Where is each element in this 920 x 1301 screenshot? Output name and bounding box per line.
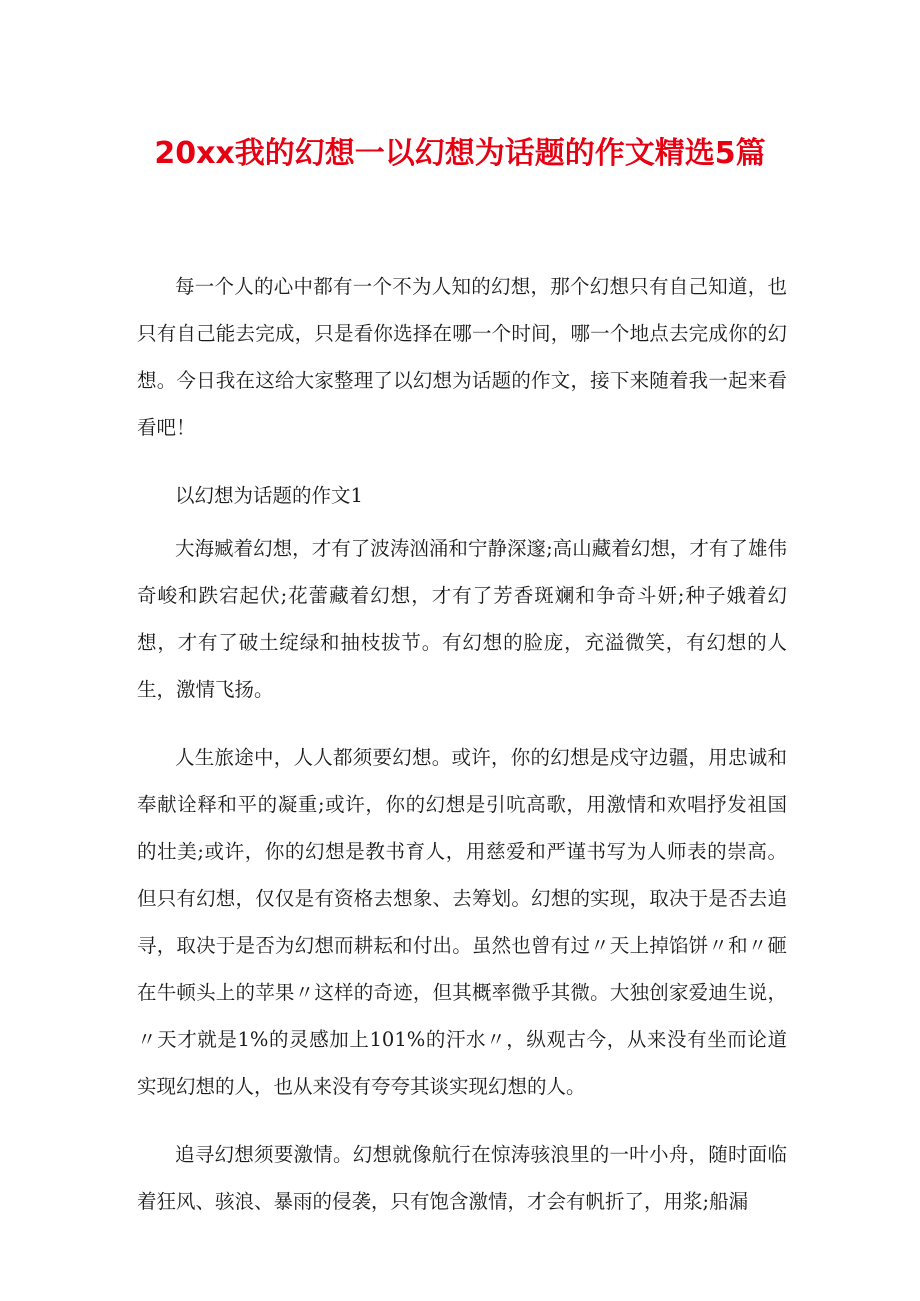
document-title: 20xx我的幻想一以幻想为话题的作文精选5篇 — [154, 136, 766, 171]
document-body — [137, 263, 787, 1246]
body-paragraph: 大海臧着幻想，才有了波涛汹涌和宁静深邃;高山藏着幻想，才有了雄伟奇峻和跌宕起伏;花蕾藏着幻想，才有了芳香斑斓和争奇斗妍;种子娥着幻想，才有了破土绽绿和抽枝拔节。有幻想的脸庞，充溢微笑，有幻想的人生，激情飞扬。 — [137, 537, 787, 701]
intro-paragraph: 每一个人的心中都有一个不为人知的幻想，那个幻想只有自己知道，也只有自己能去完成，只是看你选择在哪一个时间，哪一个地点去完成你的幻想。今日我在这给大家整理了以幻想为话题的作文，接下来随着我一起来看看吧！ — [137, 275, 787, 439]
body-paragraph: 追寻幻想须要激情。幻想就像航行在惊涛骇浪里的一叶小舟，随时面临着狂风、骇浪、暴雨的侵袭，只有饱含激情，才会有帆折了，用浆;船漏 — [137, 1143, 787, 1213]
section-heading: 以幻想为话题的作文1 — [175, 484, 363, 507]
body-paragraph: 人生旅途中，人人都须要幻想。或许，你的幻想是戍守边疆，用忠诚和奉献诠释和平的凝重;或许，你的幻想是引吭高歌，用激情和欢唱抒发祖国的壮美;或许，你的幻想是教书育人，用慈爱和严谨书写为人师表的崇高。但只有幻想，仅仅是有资格去想象、去筹划。幻想的实现，取决于是否去追寻，取决于是否为幻想而耕耘和付出。虽然也曾有过〃天上掉馅饼〃和〃砸在牛顿头上的苹果〃这样的奇迹，但其概率微乎其微。大独创家爱迪生说，〃天才就是1%的灵感加上101%的汗水〃，纵观古今，从来没有坐而论道实现幻想的人，也从来没有夸夸其谈实现幻想的人。 — [137, 746, 787, 1098]
